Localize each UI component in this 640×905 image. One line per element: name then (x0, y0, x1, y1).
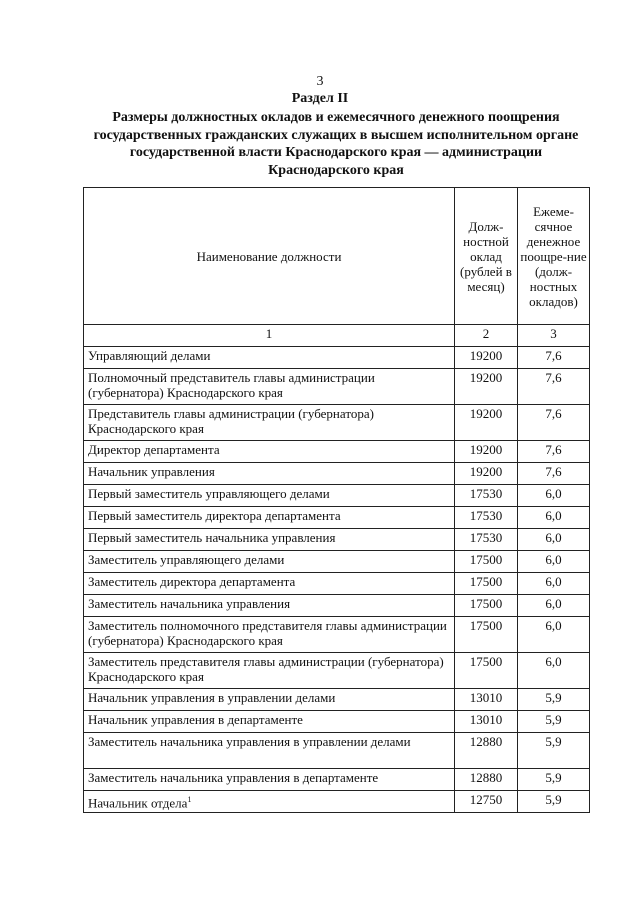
salary-cell: 17530 (455, 529, 518, 551)
position-name: Заместитель начальника управления (88, 596, 291, 611)
position-name-cell (84, 485, 455, 507)
position-name: Директор департамента (88, 442, 220, 457)
position-name: Заместитель полномочного представителя главы администрации (губернатора) Краснодарского края (88, 618, 447, 648)
position-name-cell (84, 689, 455, 711)
bonus-cell: 5,9 (518, 769, 590, 791)
position-name-cell (84, 711, 455, 733)
bonus-cell: 5,9 (518, 689, 590, 711)
table-row (84, 617, 590, 653)
table-row (84, 689, 590, 711)
salary-cell: 12750 (455, 791, 518, 813)
column-number: 2 (455, 325, 518, 347)
document-heading: Размеры должностных окладов и ежемесячного денежного поощрения государственных гражданских служащих в высшем исполнительном органе государственной власти Краснодарского края — администрации Краснодарского края (93, 110, 579, 178)
position-name-cell (84, 463, 455, 485)
bonus-cell: 6,0 (518, 595, 590, 617)
table-row (84, 485, 590, 507)
bonus-cell: 6,0 (518, 507, 590, 529)
position-name: Первый заместитель управляющего делами (88, 486, 330, 501)
column-number: 1 (84, 325, 455, 347)
position-name-cell (84, 441, 455, 463)
table-row (84, 441, 590, 463)
bonus-cell: 7,6 (518, 441, 590, 463)
table-row (84, 551, 590, 573)
salary-cell: 19200 (455, 463, 518, 485)
table-row (84, 791, 590, 813)
table-row (84, 769, 590, 791)
position-name: Заместитель начальника управления в управлении делами (88, 734, 411, 749)
position-name: Заместитель управляющего делами (88, 552, 285, 567)
table-row (84, 711, 590, 733)
table-row (84, 369, 590, 405)
salary-cell: 17530 (455, 507, 518, 529)
position-name: Начальник управления в управлении делами (88, 690, 336, 705)
header-bonus: Ежеме-сячное денежное поощре-ние (долж-ностных окладов) (518, 188, 590, 325)
salary-cell: 13010 (455, 711, 518, 733)
bonus-cell: 7,6 (518, 347, 590, 369)
table-row (84, 595, 590, 617)
bonus-cell: 6,0 (518, 485, 590, 507)
position-name-cell (84, 573, 455, 595)
bonus-cell: 6,0 (518, 617, 590, 653)
table-row (84, 529, 590, 551)
position-name: Первый заместитель директора департамента (88, 508, 341, 523)
position-name: Заместитель представителя главы администрации (губернатора) Краснодарского края (88, 654, 444, 684)
position-name: Начальник управления в департаменте (88, 712, 303, 727)
column-number: 3 (518, 325, 590, 347)
position-name-cell (84, 507, 455, 529)
position-name-cell (84, 595, 455, 617)
salary-cell: 17530 (455, 485, 518, 507)
position-name: Начальник отдела (88, 795, 188, 811)
salary-cell: 12880 (455, 769, 518, 791)
position-name: Полномочный представитель главы администрации (губернатора) Краснодарского края (88, 370, 375, 400)
bonus-cell: 6,0 (518, 551, 590, 573)
header-salary: Долж-ностной оклад (рублей в месяц) (455, 188, 518, 325)
position-name: Первый заместитель начальника управления (88, 530, 336, 545)
bonus-cell: 7,6 (518, 405, 590, 441)
table-row (84, 573, 590, 595)
bonus-cell: 6,0 (518, 573, 590, 595)
position-name: Управляющий делами (88, 348, 211, 363)
position-name: Начальник управления (88, 464, 215, 479)
salary-cell: 17500 (455, 653, 518, 689)
salary-cell: 17500 (455, 595, 518, 617)
bonus-cell: 5,9 (518, 791, 590, 813)
salary-cell: 17500 (455, 617, 518, 653)
position-name-cell (84, 791, 455, 813)
table-header-row (84, 188, 590, 325)
position-name-cell (84, 405, 455, 441)
bonus-cell: 5,9 (518, 711, 590, 733)
header-position-name: Наименование должности (84, 188, 455, 325)
position-name-cell (84, 347, 455, 369)
salary-cell: 19200 (455, 441, 518, 463)
position-name-cell (84, 733, 455, 769)
table-row (84, 507, 590, 529)
salary-cell: 12880 (455, 733, 518, 769)
section-title: Раздел II (291, 91, 349, 106)
table-row (84, 347, 590, 369)
salary-cell: 19200 (455, 369, 518, 405)
column-number-row (84, 325, 590, 347)
bonus-cell: 6,0 (518, 653, 590, 689)
footnote-marker: 1 (187, 795, 192, 804)
position-name-cell (84, 653, 455, 689)
position-name: Заместитель директора департамента (88, 574, 296, 589)
position-name: Заместитель начальника управления в департаменте (88, 770, 379, 785)
salary-cell: 17500 (455, 551, 518, 573)
position-name-cell (84, 529, 455, 551)
position-name-cell (84, 617, 455, 653)
position-name: Представитель главы администрации (губернатора) Краснодарского края (88, 406, 374, 436)
bonus-cell: 7,6 (518, 369, 590, 405)
bonus-cell: 6,0 (518, 529, 590, 551)
bonus-cell: 7,6 (518, 463, 590, 485)
page-number: 3 (316, 74, 324, 89)
position-name-cell (84, 551, 455, 573)
position-name-cell (84, 769, 455, 791)
table-row (84, 463, 590, 485)
table-row (84, 733, 590, 769)
table-row (84, 653, 590, 689)
bonus-cell: 5,9 (518, 733, 590, 769)
salary-cell: 19200 (455, 405, 518, 441)
position-name-cell (84, 369, 455, 405)
salary-table (83, 187, 590, 813)
salary-cell: 13010 (455, 689, 518, 711)
table-row (84, 405, 590, 441)
salary-cell: 17500 (455, 573, 518, 595)
salary-cell: 19200 (455, 347, 518, 369)
